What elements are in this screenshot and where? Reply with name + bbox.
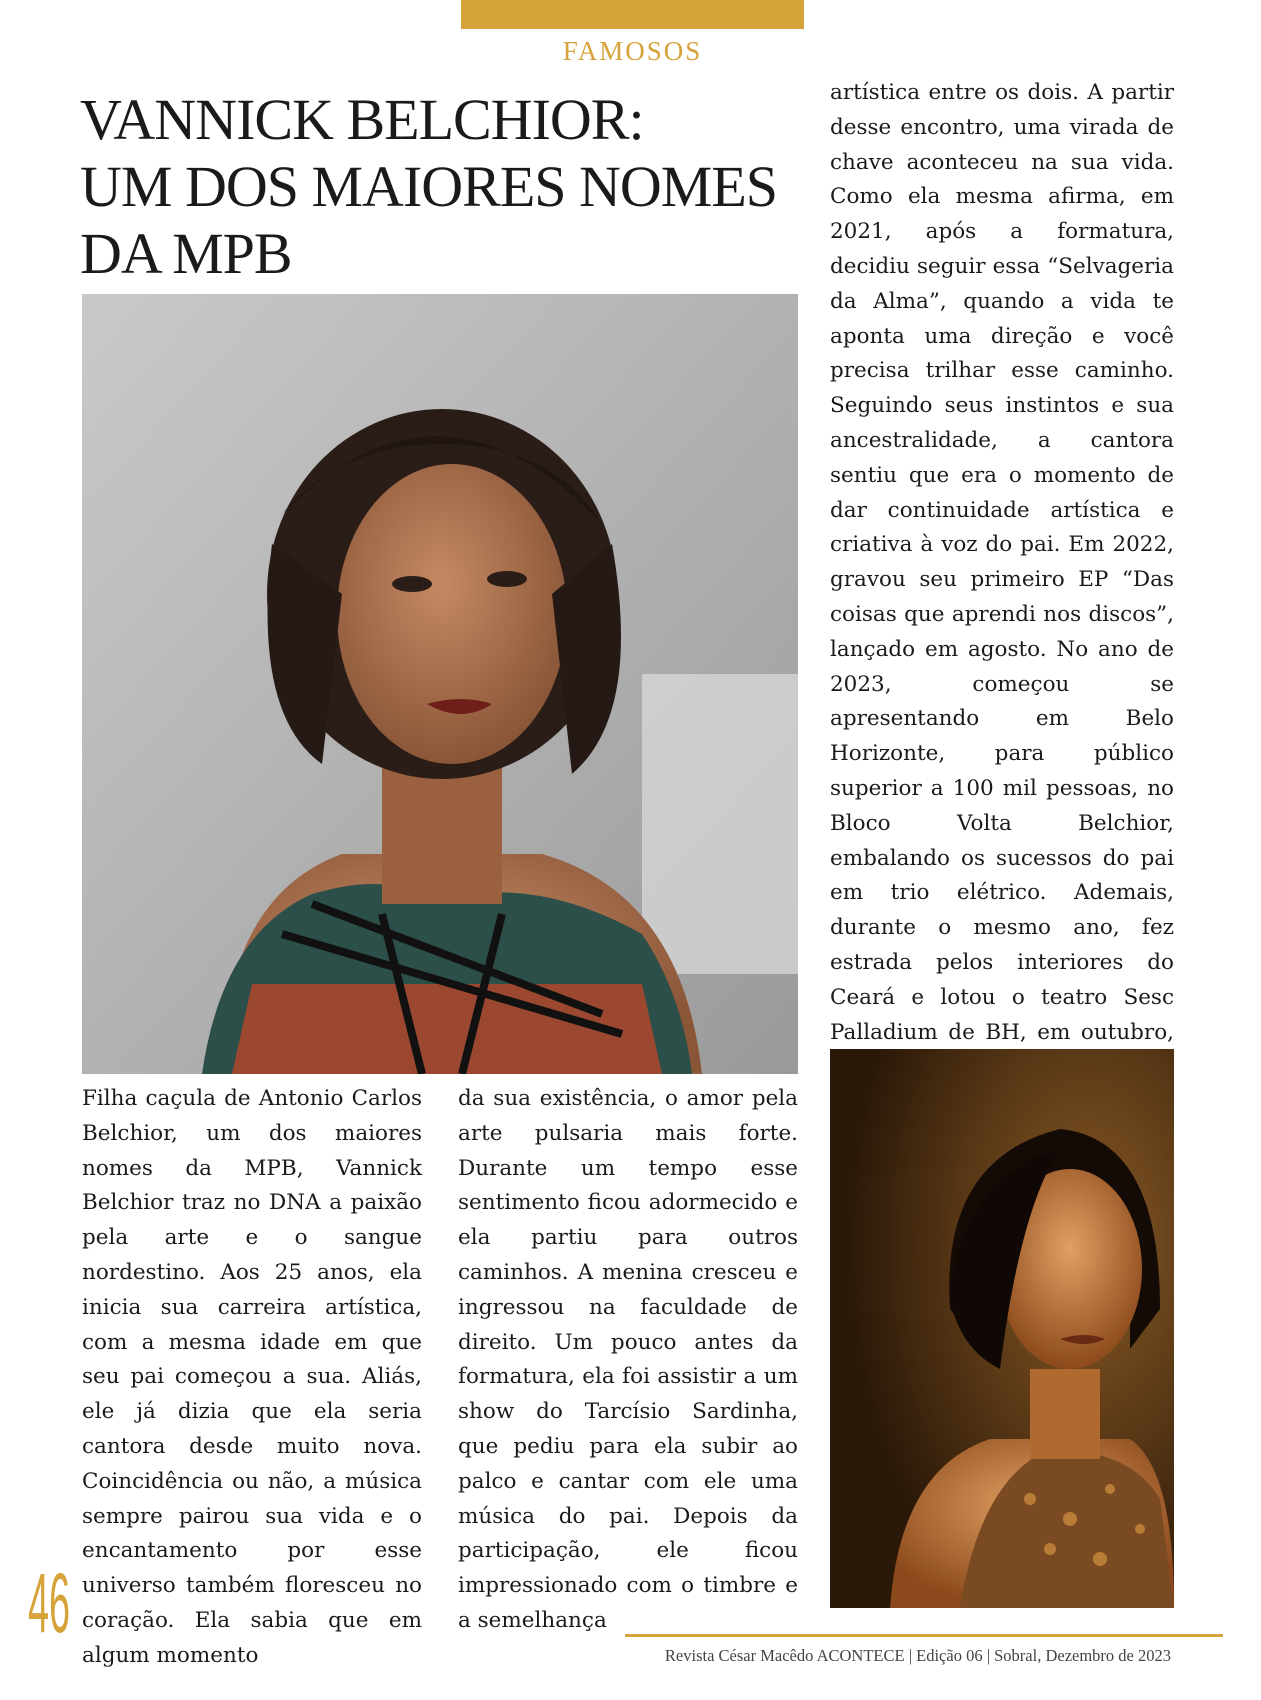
secondary-portrait-photo — [830, 1049, 1174, 1608]
article-column-left: Filha caçula de Antonio Carlos Belchior, um dos maiores nomes da MPB, Vannick Belchior traz no DNA a paixão pela arte e o sangue nordestino. Aos 25 anos, ela inicia sua carreira artística, com a mesma idade em que seu pai começou a sua. Aliás, ele já dizia que ela seria cantora desde muito nova. Coincidência ou não, a música sempre pairou sua vida e o encantamento por esse universo também floresceu no coração. Ela sabia que em algum momento — [82, 1086, 422, 1668]
footer-rule — [625, 1634, 1223, 1637]
top-accent-bar — [461, 0, 804, 29]
article-column-middle: da sua existência, o amor pela arte pulsaria mais forte. Durante um tempo esse sentimento ficou adormecido e ela partiu para outros caminhos. A menina cresceu e ingressou na faculdade de direito. Um pouco antes da formatura, ela foi assistir a um show do Tarcísio Sardinha, que pediu para ela subir ao palco e cantar com ele uma música do pai. Depois da participação, ele ficou impressionado com o timbre e a semelhança — [458, 1086, 798, 1633]
page-number: 46 — [28, 1556, 71, 1650]
article-column-right: artística entre os dois. A partir desse encontro, uma virada de chave aconteceu na sua vida. Como ela mesma afirma, em 2021, após a formatura, decidiu seguir essa “Selvageria da Alma”, quando a vida te aponta uma direção e você precisa trilhar esse caminho. Seguindo seus instintos e sua ancestralidade, a cantora sentiu que era o momento de dar continuidade artística e criativa à voz do pai. Em 2022, gravou seu primeiro EP “Das coisas que aprendi nos discos”, lançado em agosto. No ano de 2023, começou se apresentando em Belo Horizonte, para público superior a 100 mil pessoas, no Bloco Volta Belchior, embalando os sucessos do pai em trio elétrico. Ademais, durante o mesmo ano, fez estrada pelos interiores do Ceará e lotou o teatro Sesc Palladium de BH, em outubro, — [830, 80, 1174, 1045]
title-line-1: VANNICK BELCHIOR: — [80, 87, 644, 152]
article-title — [80, 86, 810, 287]
title-line-2: UM DOS MAIORES NOMES — [80, 154, 778, 219]
main-portrait-photo — [82, 294, 798, 1074]
title-line-3: DA MPB — [80, 221, 292, 286]
footer-credit: Revista César Macêdo ACONTECE | Edição 06 | Sobral, Dezembro de 2023 — [664, 1646, 1171, 1665]
section-label: FAMOSOS — [562, 36, 703, 66]
